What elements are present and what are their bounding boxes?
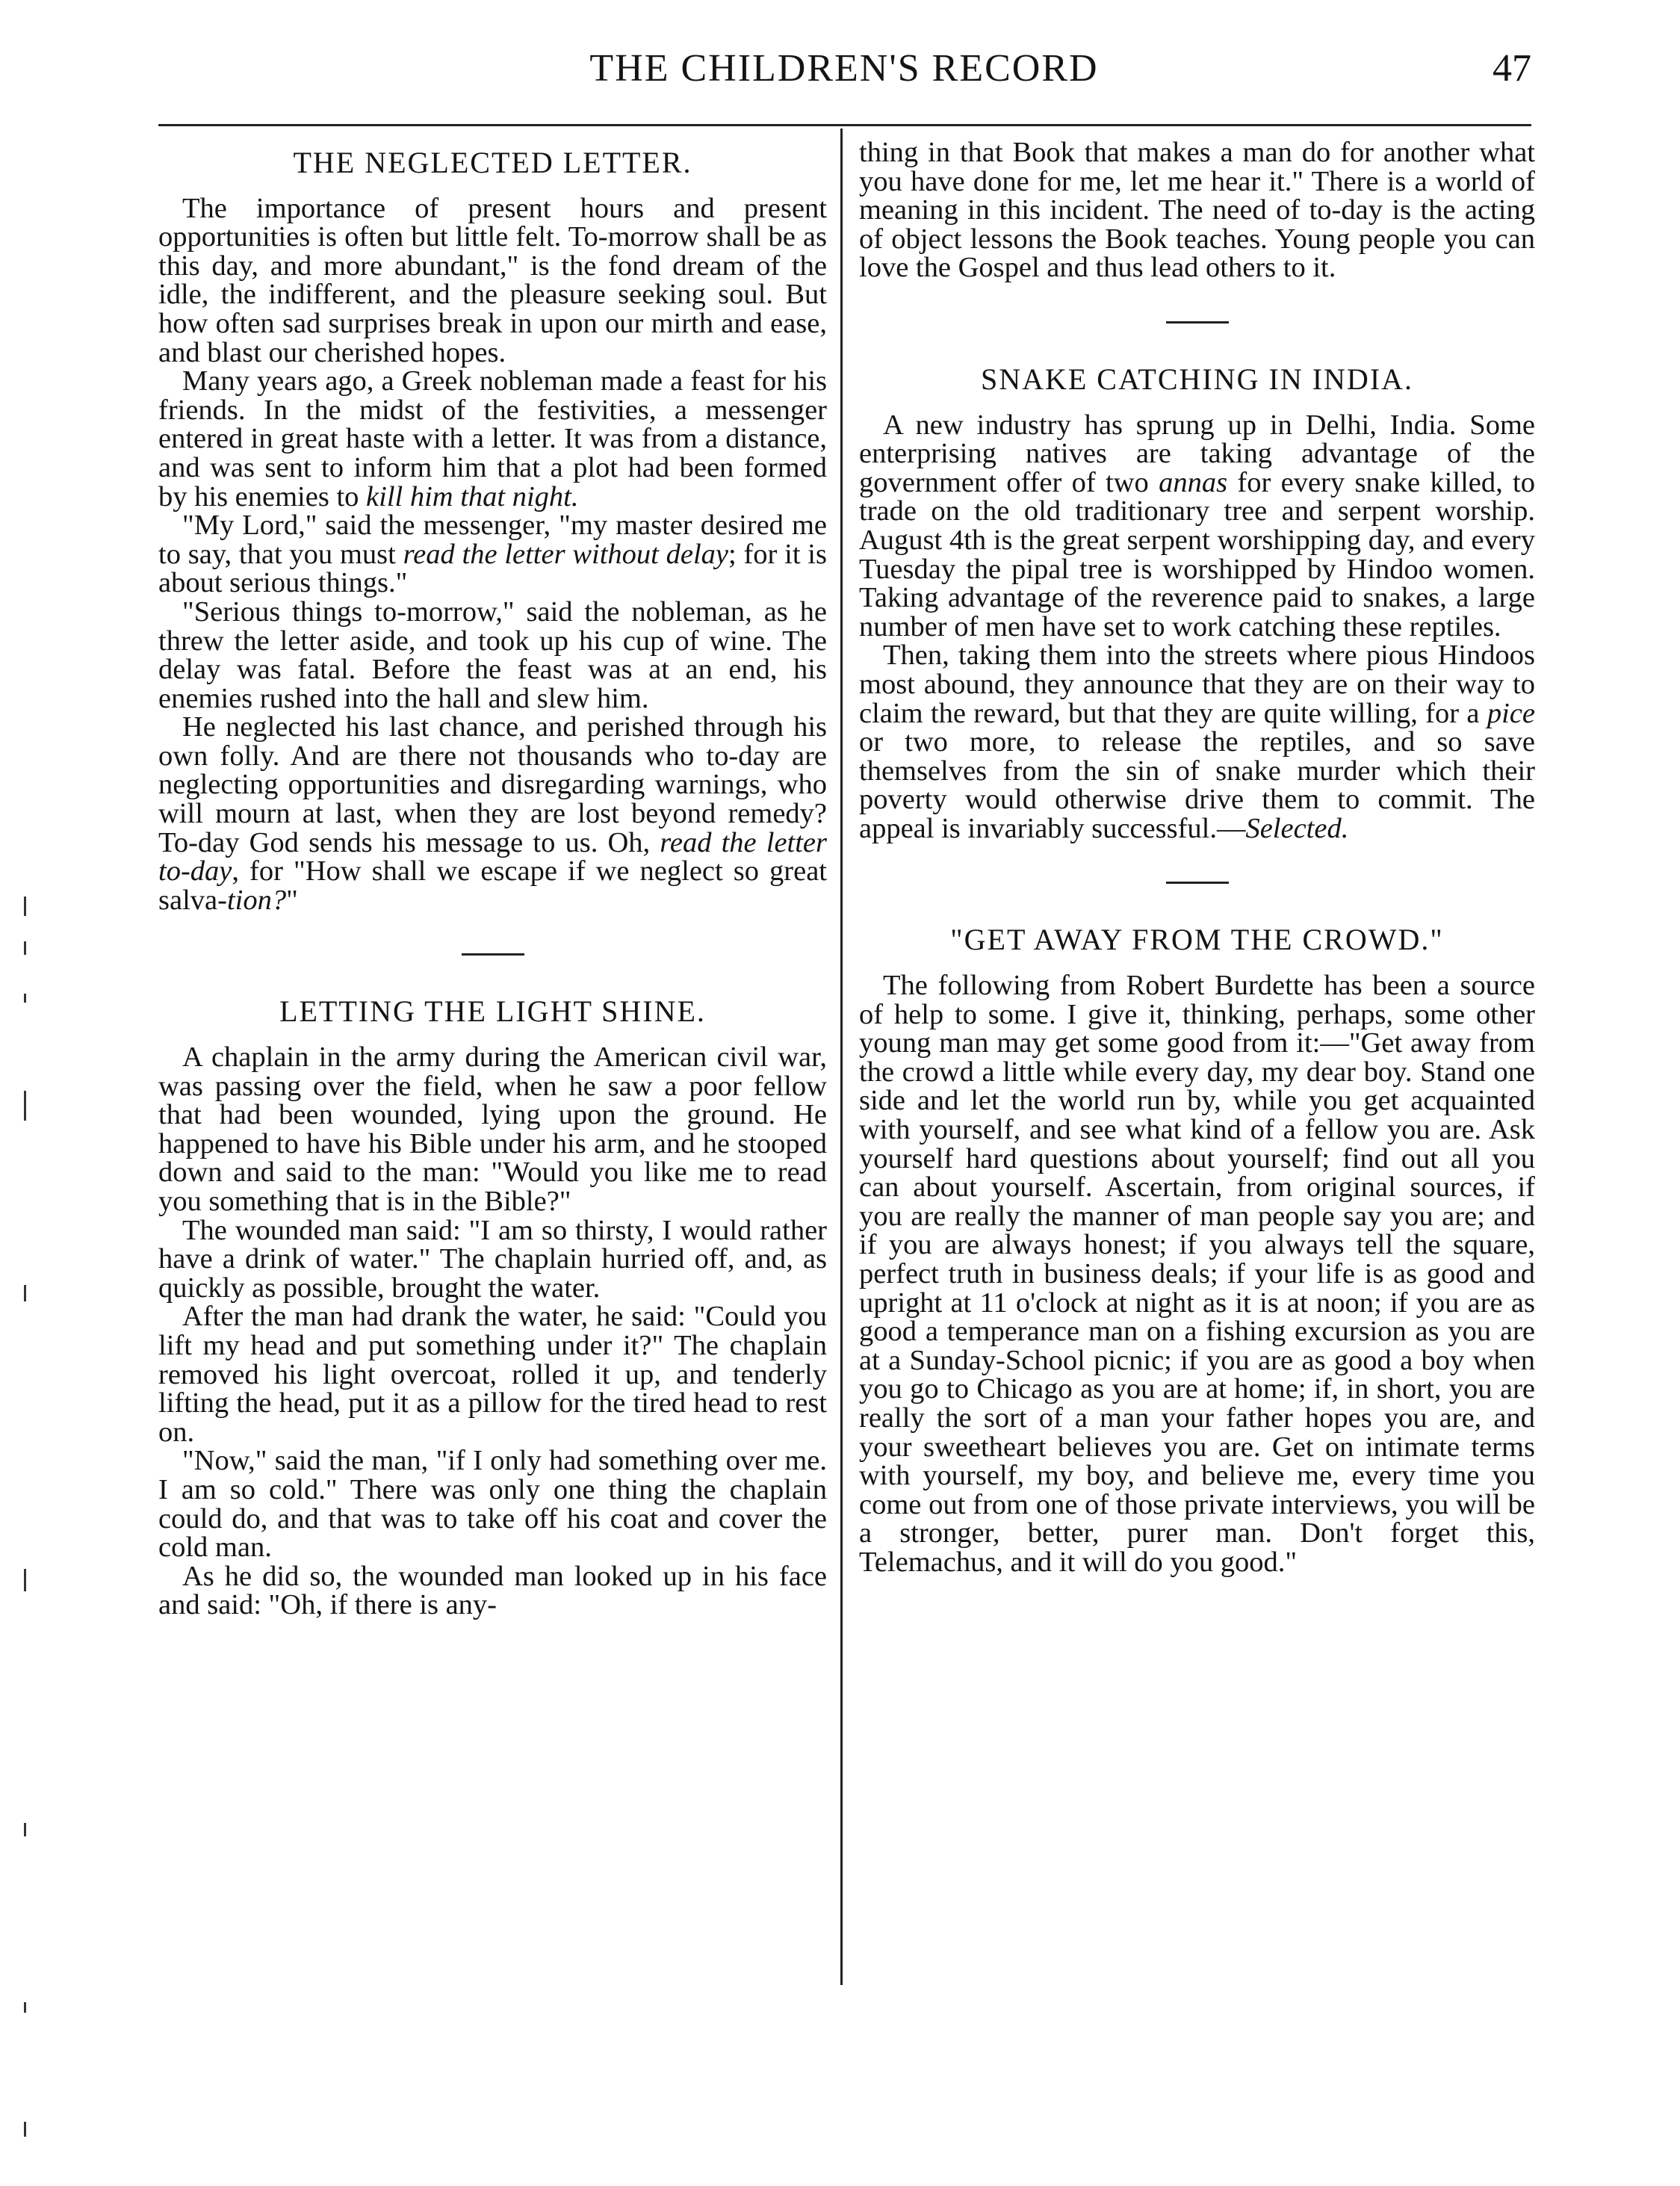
paragraph: The wounded man said: "I am so thirsty, I would rather have a drink of water." The chaplain hurried off, and, as quickly as possible, brought the water. — [158, 1214, 827, 1304]
page-header — [157, 39, 1531, 106]
paragraph: The following from Robert Burdette has been a source of help to some. I give it, thinking, perhaps, some other young man may get some good from it:—"Get away from the crowd a little while every day, my dear boy. Stand one side and let the world run by, while you get acquainted with yourself, and see what kind of a fellow you are. Ask yourself hard questions about yourself; find out all you can about yourself. Ascertain, from original sources, if you are really the manner of man people say you are; and if you are always honest; if you always tell the square, perfect truth in business deals; if your life is as good and upright at 11 o'clock at night as it is at noon; if you are as good a temperance man on a fishing excursion as you are at a Sunday-School picnic; if you are as good a boy when you go to Chicago as you are at home; if, in short, you are really the sort of a man your father hopes you are, and your sweetheart believes you are. Get on intimate terms with yourself, my boy, and believe me, every time you come out from one of those private interviews, you will be a stronger, better, purer man. Don't forget this, Telemachus, and it will do you good." — [859, 970, 1535, 1578]
italic-word: Selected. — [1245, 812, 1349, 844]
paragraph: After the man had drank the water, he said: "Could you lift my head and put something under it?" The chaplain removed his light overcoat, rolled it up, and tenderly lifting the head, put it as a pillow for the tired head to rest on. — [158, 1301, 827, 1448]
article-title-letting-light-shine: LETTING THE LIGHT SHINE. — [279, 994, 706, 1029]
article-title-neglected-letter: THE NEGLECTED LETTER. — [293, 146, 692, 179]
paragraph: "Now," said the man, "if I only had something over me. I am so cold." There was only one thing the chaplain could do, and that was to take off his coat and cover the cold man. — [158, 1445, 827, 1564]
italic-phrase: read the letter without delay — [403, 538, 729, 570]
section-separator — [1166, 321, 1229, 323]
left-column — [158, 138, 827, 1991]
paragraph: He neglected his last chance, and perished through his own folly. And are there not thousands who to-day are neglecting opportunities and disregarding warnings, who will mourn at last, when they are lost beyond remedy? To-day God sends his message to us. Oh, read the letter to-day, for "How shall we escape if we neglect so great salva-tion?" — [158, 711, 827, 916]
article-title-get-away-from-crowd: "GET AWAY FROM THE CROWD." — [950, 923, 1444, 957]
scan-edge-marks — [21, 897, 30, 2167]
section-separator — [462, 953, 524, 956]
paragraph: "My Lord," said the messenger, "my master desired me to say, that you must read the letter without delay; for it is about serious things." — [158, 510, 827, 599]
paragraph: A chaplain in the army during the American civil war, was passing over the field, when he saw a poor fellow that had been wounded, lying upon the ground. He happened to have his Bible under his arm, and he stooped down and said to the man: "Would you like me to read you something that is in the Bible?" — [158, 1041, 827, 1217]
paragraph: A new industry has sprung up in Delhi, India. Some enterprising natives are taking advantage of the government offer of two annas for every snake killed, to trade on the old traditionary tree and serpent worship. August 4th is the great serpent worshipping day, and every Tuesday the pipal tree is worshipped by Hindoo women. Taking advantage of the reverence paid to snakes, a large number of men have set to work catching these reptiles. — [859, 409, 1535, 643]
italic-phrase: tion? — [226, 884, 287, 916]
italic-phrase: kill him that night. — [366, 480, 579, 513]
article-title-snake-catching: SNAKE CATCHING IN INDIA. — [980, 362, 1414, 396]
paragraph: As he did so, the wounded man looked up in his face and said: "Oh, if there is any- — [158, 1560, 827, 1621]
header-rule — [158, 124, 1531, 126]
section-separator — [1166, 882, 1229, 884]
paragraph: Many years ago, a Greek nobleman made a feast for his friends. In the midst of the festivities, a messenger entered in great haste with a letter. It was from a distance, and was sent to inform him that a plot had been formed by his enemies to kill him that night. — [158, 365, 827, 513]
page-number: 47 — [1493, 47, 1531, 90]
italic-phrase: read the letter to-day — [158, 826, 827, 888]
paragraph: The importance of present hours and present opportunities is often but little felt. To-morrow shall be as this day, and more abundant," is the fond dream of the idle, the indifferent, and the pleasure seeking soul. But how often sad surprises break in upon our mirth and ease, and blast our cherished hopes. — [158, 192, 827, 368]
italic-word: annas — [1159, 466, 1228, 498]
paragraph: Then, taking them into the streets where pious Hindoos most abound, they announce that they are on their way to claim the reward, but that they are quite willing, for a pice or two more, to release the reptiles, and so save themselves from the sin of snake murder which their poverty would otherwise drive them to commit. The appeal is invariably successful.—Selected. — [859, 640, 1535, 844]
column-divider — [840, 129, 843, 1985]
italic-word: pice — [1487, 697, 1535, 729]
paragraph-continued: thing in that Book that makes a man do for another what you have done for me, let me hear it." There is a world of meaning in this incident. The need of to-day is the acting of object lessons the Book teaches. Young people you can love the Gospel and thus lead others to it. — [859, 137, 1535, 284]
running-title: THE CHILDREN'S RECORD — [589, 47, 1099, 90]
paragraph: "Serious things to-morrow," said the nobleman, as he threw the letter aside, and took up his cup of wine. The delay was fatal. Before the feast was at an end, his enemies rushed into the hall and slew him. — [158, 595, 827, 714]
right-column — [859, 138, 1535, 1991]
